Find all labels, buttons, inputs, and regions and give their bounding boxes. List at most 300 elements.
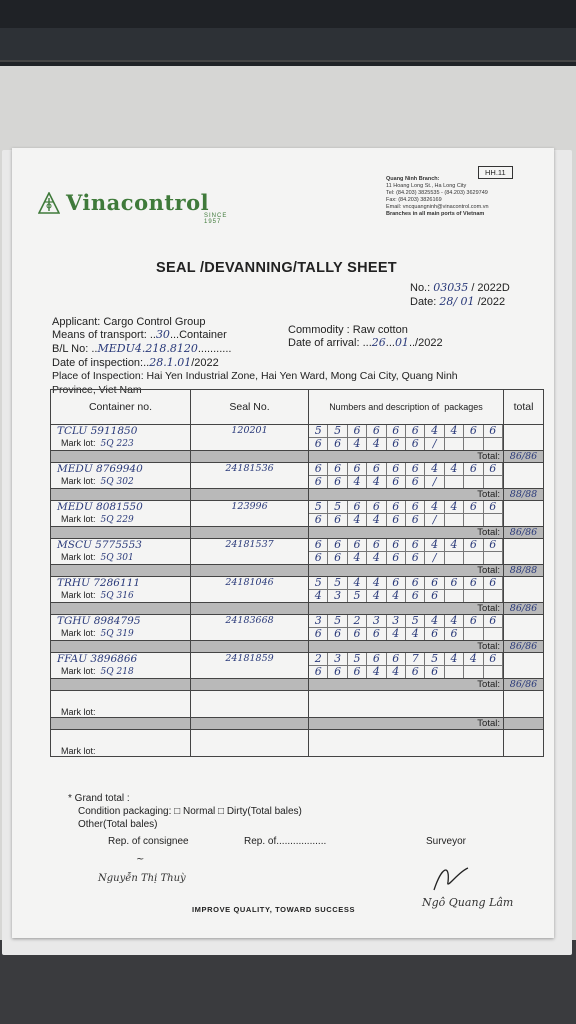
mark-lot-label: Mark lot: [61,746,96,756]
package-count: 4 [348,577,367,589]
package-count: 6 [367,653,386,665]
package-count: / [425,514,444,526]
branch-name: Quang Ninh Branch: [386,176,440,182]
surveyor-signature [428,860,472,896]
total-blank [191,527,309,539]
surveyor-name: Ngô Quang Lâm [422,896,514,909]
seal-number [191,691,309,718]
package-line-1 [309,463,503,475]
seal-number: 24181536 [191,463,309,489]
package-count: 6 [406,590,425,602]
package-count: 4 [425,539,444,551]
package-count: 5 [348,590,367,602]
table-row [51,463,544,489]
form-code: HH.11 [478,166,513,179]
province: Province, Viet Nam [52,384,142,396]
mark-lot [51,514,190,525]
package-count [445,552,464,564]
arrival-month: 01 [394,336,409,349]
package-line-2 [309,551,503,564]
package-count: 6 [464,539,483,551]
package-grid [309,463,504,489]
package-count: 5 [425,653,444,665]
package-count [464,438,483,450]
package-count: 5 [328,577,347,589]
header-description [309,390,504,425]
package-line-1 [309,539,503,551]
package-count: 6 [484,463,503,475]
transport-label: Means of transport: .. [52,329,156,341]
total-value: 86/86 [504,603,544,615]
package-count: 6 [406,438,425,450]
package-count: 4 [367,666,386,678]
package-count: 6 [387,539,406,551]
package-count: 6 [425,628,444,640]
means-of-transport [52,329,227,341]
rep-of-label: Rep. of.................. [244,836,327,847]
total-value: 86/86 [504,679,544,691]
package-count: 6 [387,438,406,450]
sheet-date-value: 28/ 01 [439,295,475,308]
total-cell [504,425,544,451]
total-value: 86/86 [504,451,544,463]
table-row [51,425,544,451]
package-line-1 [309,615,503,627]
package-count: 6 [309,628,328,640]
package-count: 6 [367,463,386,475]
package-count: 6 [406,463,425,475]
total-value: 86/86 [504,641,544,653]
package-count: 3 [387,615,406,627]
total-blank [51,603,191,615]
date-of-inspection [52,357,219,369]
package-count: 6 [328,438,347,450]
package-count [464,590,483,602]
package-line-2 [309,437,503,450]
transport-suffix: ...Container [169,329,227,341]
package-count: 4 [464,653,483,665]
package-count: 6 [328,463,347,475]
package-count: 6 [484,615,503,627]
package-count: 4 [425,501,444,513]
sheet-date-suffix: /2022 [477,296,506,308]
package-count [464,666,483,678]
bl-suffix: ........... [197,343,232,355]
package-count: 6 [425,666,444,678]
package-count [484,666,503,678]
arrival-label: Date of arrival: ... [288,337,372,349]
table-row [51,501,544,527]
total-blank [191,679,309,691]
total-row [51,527,544,539]
total-blank [51,565,191,577]
total-cell [504,539,544,565]
total-blank [51,451,191,463]
package-count: 6 [309,438,328,450]
total-label: Total: [309,489,504,501]
surveyor-label: Surveyor [426,836,467,847]
mark-lot [51,666,190,677]
total-value: 86/86 [504,527,544,539]
bl-label: B/L No: .. [52,343,98,355]
package-count: 6 [387,577,406,589]
total-row [51,451,544,463]
total-cell [504,577,544,603]
mark-lot [51,438,190,449]
package-grid [309,730,504,757]
package-count: 6 [406,666,425,678]
package-count: 6 [387,501,406,513]
container-number: TGHU 8984795 [57,615,141,627]
package-count: 2 [348,615,367,627]
commodity: Commodity : Raw cotton [288,324,408,336]
package-count: 4 [387,666,406,678]
total-row [51,489,544,501]
scales-icon [38,192,60,214]
total-blank [191,489,309,501]
package-count: 6 [328,476,347,488]
package-count [445,666,464,678]
package-count: 5 [406,615,425,627]
mark-lot-value: 5Q 301 [100,553,134,563]
total-value: 88/88 [504,565,544,577]
package-count: 6 [406,577,425,589]
total-label: Total: [309,565,504,577]
package-count: 7 [406,653,425,665]
package-count: 6 [484,501,503,513]
package-count: 5 [328,425,347,437]
container-cell [51,425,191,451]
sheet-number-value: 03035 [433,281,469,294]
mark-lot-value: 5Q 229 [100,515,134,525]
total-blank [51,718,191,730]
mark-lot-value: 5Q 319 [100,629,134,639]
inspection-value: 28.1.01 [149,356,192,369]
header-seal: Seal No. [191,390,309,425]
package-count [484,476,503,488]
package-line-1 [309,577,503,589]
total-cell [504,730,544,757]
arrival-day: 26 [371,336,386,349]
container-cell [51,730,191,757]
package-count [484,438,503,450]
total-blank [191,451,309,463]
branch-email: Email: vncquangninh@vinacontrol.com.vn [386,204,489,210]
package-count: 4 [367,577,386,589]
package-count: 4 [348,438,367,450]
container-number: TRHU 7286111 [57,577,141,589]
package-count: 4 [387,590,406,602]
seal-number: 24183668 [191,615,309,641]
package-count: 4 [445,615,464,627]
sheet-date [410,295,505,308]
header-container: Container no. [51,390,191,425]
total-blank [191,565,309,577]
package-count [484,628,503,640]
package-count: 6 [348,463,367,475]
header-description-a: Numbers and description of [329,402,440,412]
branch-tel: Tel: (84.203) 3825535 - (84.203) 3629749 [386,190,488,196]
sheet-date-label: Date: [410,296,437,308]
package-line-1 [309,501,503,513]
total-label: Total: [309,641,504,653]
package-count: 4 [445,501,464,513]
tally-table [50,389,544,757]
slogan: IMPROVE QUALITY, TOWARD SUCCESS [192,905,356,914]
header-description-b: packages [444,402,483,412]
package-count: 6 [309,514,328,526]
mark-lot-value: 5Q 223 [100,439,134,449]
package-count: 6 [406,425,425,437]
mark-lot [51,476,190,487]
applicant: Applicant: Cargo Control Group [52,316,206,328]
seal-number: 24181046 [191,577,309,603]
package-count: 4 [445,539,464,551]
package-count: 4 [425,463,444,475]
package-grid [309,501,504,527]
total-blank [51,641,191,653]
package-count [445,476,464,488]
package-line-2 [309,589,503,602]
package-count [484,514,503,526]
package-count: 6 [406,552,425,564]
table-row [51,539,544,565]
container-number: MEDU 8081550 [57,501,143,513]
package-count [484,552,503,564]
package-count: 6 [367,425,386,437]
transport-value: 30 [155,328,170,341]
package-count: 6 [367,628,386,640]
seal-number: 24181537 [191,539,309,565]
package-count: 6 [387,653,406,665]
total-value: 88/88 [504,489,544,501]
package-count: 4 [367,552,386,564]
package-count: 6 [367,539,386,551]
branch-note: Branches in all main ports of Vietnam [386,211,485,217]
package-line-2 [309,627,503,640]
package-count: 6 [387,552,406,564]
mark-lot-label: Mark lot: [61,552,96,562]
inspection-label: Date of inspection:.. [52,357,150,369]
container-number: TCLU 5911850 [57,425,138,437]
mark-lot-value: 5Q 302 [100,477,134,487]
package-count: 4 [425,615,444,627]
package-line-1 [309,653,503,665]
total-cell [504,501,544,527]
package-count: 6 [328,514,347,526]
table-row [51,577,544,603]
package-count: 6 [348,666,367,678]
total-label: Total: [309,718,504,730]
package-count: 6 [484,425,503,437]
total-label: Total: [309,679,504,691]
package-line-2 [309,665,503,678]
package-count: 6 [348,539,367,551]
mark-lot-label: Mark lot: [61,628,96,638]
package-count: 6 [445,628,464,640]
package-count: 6 [387,425,406,437]
package-count: 6 [348,501,367,513]
package-count: 6 [484,539,503,551]
package-grid [309,577,504,603]
total-label: Total: [309,603,504,615]
total-cell [504,615,544,641]
container-cell [51,615,191,641]
package-count: 6 [464,577,483,589]
total-cell [504,463,544,489]
package-count: 4 [348,514,367,526]
package-count: 4 [387,628,406,640]
seal-number [191,730,309,757]
total-blank [51,527,191,539]
seal-number: 123996 [191,501,309,527]
rep-consignee-label: Rep. of consignee [108,836,189,847]
tally-sheet [12,148,554,938]
total-cell [504,691,544,718]
background-keyboard-edge [0,28,576,62]
package-count: 6 [406,501,425,513]
total-blank [191,603,309,615]
package-count: 6 [425,590,444,602]
package-count: 4 [406,628,425,640]
package-count: 6 [309,552,328,564]
header-total: total [504,390,544,425]
bl-number [52,343,231,355]
package-count [464,514,483,526]
table-header [51,390,544,425]
package-count: 6 [464,501,483,513]
container-cell [51,691,191,718]
container-cell [51,539,191,565]
container-cell [51,653,191,679]
package-count: 4 [309,590,328,602]
mark-lot-label: Mark lot: [61,438,96,448]
vinacontrol-logo [38,190,228,225]
package-count: 6 [387,514,406,526]
package-count: 6 [387,463,406,475]
mark-lot-label: Mark lot: [61,476,96,486]
package-line-1 [309,425,503,437]
package-count: 6 [406,476,425,488]
container-cell [51,577,191,603]
mark-lot-label: Mark lot: [61,514,96,524]
package-grid [309,539,504,565]
package-count: 6 [425,577,444,589]
grand-total: * Grand total : [68,793,130,804]
total-label: Total: [309,527,504,539]
date-of-arrival [288,337,443,349]
consignee-signature: ~ [136,854,145,865]
package-count: 5 [328,615,347,627]
sheet-number-suffix: / 2022D [471,282,510,294]
package-count: 5 [328,501,347,513]
table-row [51,653,544,679]
package-count: 6 [328,539,347,551]
total-blank [191,641,309,653]
package-count: 6 [309,463,328,475]
package-count: 4 [445,653,464,665]
sheet-number-label: No.: [410,282,431,294]
package-grid [309,615,504,641]
package-count: 4 [445,425,464,437]
package-count: 4 [367,590,386,602]
package-count: 6 [328,552,347,564]
condition-packaging: Condition packaging: □ Normal □ Dirty(Total bales) [78,806,302,817]
mark-lot [51,590,190,601]
package-count: 6 [328,628,347,640]
total-blank [51,489,191,501]
mark-lot [51,552,190,563]
package-count: 6 [367,501,386,513]
other-bales: Other(Total bales) [78,819,158,830]
arrival-sep: ... [385,337,395,349]
package-count: 4 [367,438,386,450]
package-grid [309,653,504,679]
mark-lot-label: Mark lot: [61,707,96,717]
package-count: 5 [348,653,367,665]
package-count [464,476,483,488]
logo-since: SINCE 1957 [204,213,228,225]
branch-fax: Fax: (84.203) 3826169 [386,197,442,203]
package-count: 6 [464,463,483,475]
package-count: 5 [309,425,328,437]
package-grid [309,425,504,451]
seal-number: 120201 [191,425,309,451]
mark-lot-value: 5Q 218 [100,667,134,677]
package-grid [309,691,504,718]
package-count: / [425,552,444,564]
package-count: 2 [309,653,328,665]
mark-lot-label: Mark lot: [61,666,96,676]
package-count: 5 [309,501,328,513]
table-row-empty [51,730,544,757]
bl-value: MEDU4.218.8120 [97,342,198,355]
container-cell [51,501,191,527]
package-count: 3 [328,653,347,665]
package-count: 6 [387,476,406,488]
total-blank [191,718,309,730]
package-count: 6 [348,425,367,437]
arrival-suffix: ../2022 [408,337,443,349]
package-count [445,590,464,602]
package-count [484,590,503,602]
total-row [51,718,544,730]
inspection-suffix: /2022 [191,357,219,369]
branch-address: 11 Hoang Long St., Ha Long City [386,183,467,189]
mark-lot-label: Mark lot: [61,590,96,600]
total-cell [504,653,544,679]
package-count [464,552,483,564]
container-number: MSCU 5775553 [57,539,142,551]
package-count: 4 [348,476,367,488]
sheet-number [410,281,510,294]
seal-number: 24181859 [191,653,309,679]
package-count: 6 [348,628,367,640]
total-row [51,641,544,653]
mark-lot [51,628,190,639]
package-count: 5 [309,577,328,589]
package-count: 6 [484,577,503,589]
table-row [51,615,544,641]
package-count: 6 [309,539,328,551]
package-count: 4 [425,425,444,437]
package-count: 6 [406,514,425,526]
package-count: 6 [464,425,483,437]
logo-wordmark: Vinacontrol [66,190,210,215]
package-count: / [425,438,444,450]
package-line-2 [309,513,503,526]
package-line-2 [309,475,503,488]
